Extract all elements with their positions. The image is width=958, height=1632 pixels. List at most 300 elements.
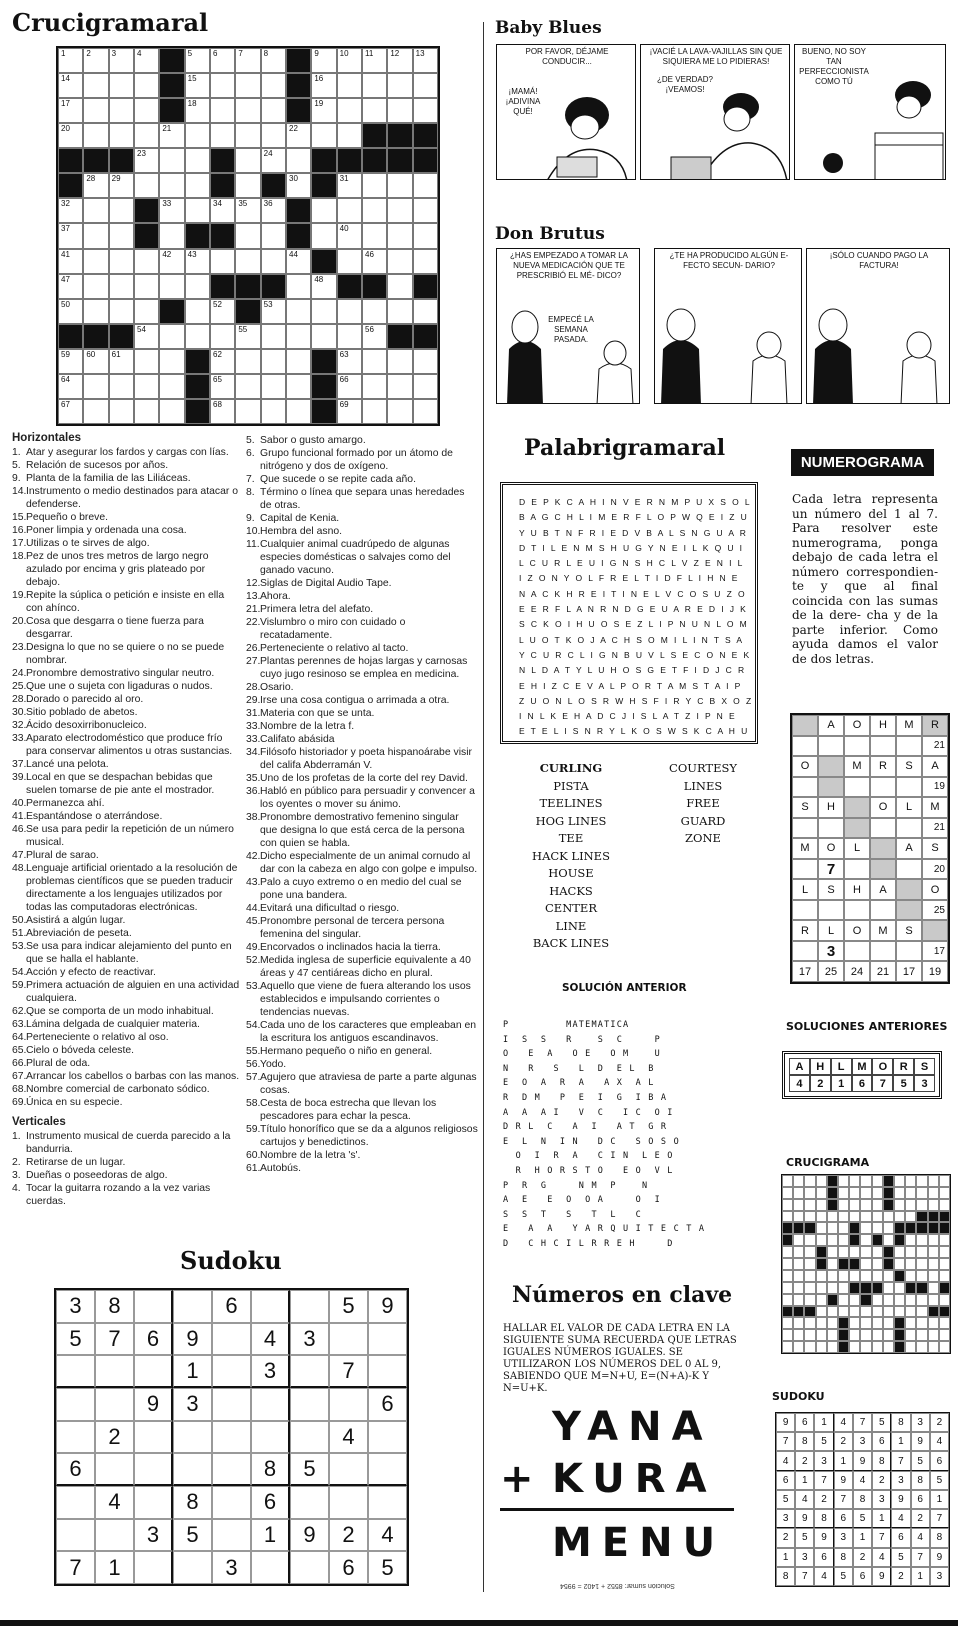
numerograma-cell[interactable]: L [896, 797, 922, 818]
crossword-cell[interactable] [210, 123, 235, 148]
sudoku-cell[interactable]: 8 [173, 1486, 212, 1519]
numerograma-cell[interactable] [844, 777, 870, 798]
crossword-cell[interactable] [286, 399, 311, 424]
crossword-cell[interactable] [413, 48, 438, 73]
crossword-cell[interactable] [337, 324, 362, 349]
crossword-cell[interactable] [58, 98, 83, 123]
crossword-cell[interactable] [286, 374, 311, 399]
crossword-cell[interactable] [210, 349, 235, 374]
numerograma-cell[interactable]: 17 [922, 941, 948, 962]
numerograma-cell[interactable] [870, 900, 896, 921]
numerograma-cell[interactable]: H [818, 797, 844, 818]
sudoku-cell[interactable]: 6 [368, 1388, 407, 1421]
crossword-cell[interactable] [337, 198, 362, 223]
crossword-cell[interactable] [261, 349, 286, 374]
crossword-cell[interactable] [159, 324, 184, 349]
crossword-cell[interactable] [210, 299, 235, 324]
crossword-cell[interactable] [134, 299, 159, 324]
numerograma-cell[interactable] [896, 859, 922, 880]
sudoku-cell[interactable]: 3 [251, 1355, 290, 1388]
numerograma-cell[interactable]: 21 [922, 736, 948, 757]
numerograma-cell[interactable] [818, 900, 844, 921]
crossword-cell[interactable] [58, 374, 83, 399]
sudoku-cell[interactable]: 1 [95, 1551, 134, 1584]
crossword-cell[interactable] [185, 299, 210, 324]
crossword-cell[interactable] [109, 274, 134, 299]
crossword-cell[interactable] [185, 324, 210, 349]
crossword-cell[interactable] [109, 73, 134, 98]
crossword-cell[interactable] [235, 123, 260, 148]
sudoku-cell[interactable]: 6 [56, 1453, 95, 1486]
numerograma-cell[interactable]: A [818, 715, 844, 736]
numerograma-cell[interactable]: M [896, 715, 922, 736]
numerograma-cell[interactable]: A [870, 879, 896, 900]
crossword-cell[interactable] [362, 48, 387, 73]
crossword-cell[interactable] [83, 374, 108, 399]
crossword-cell[interactable] [210, 48, 235, 73]
sudoku-cell[interactable] [329, 1388, 368, 1421]
crossword-cell[interactable] [109, 299, 134, 324]
crossword-cell[interactable] [261, 399, 286, 424]
sudoku-cell[interactable]: 9 [134, 1388, 173, 1421]
crossword-cell[interactable] [83, 223, 108, 248]
numerograma-cell[interactable] [922, 920, 948, 941]
crossword-cell[interactable] [413, 98, 438, 123]
sudoku-cell[interactable] [251, 1421, 290, 1454]
crossword-cell[interactable] [159, 249, 184, 274]
crossword-cell[interactable] [58, 223, 83, 248]
crossword-cell[interactable] [185, 274, 210, 299]
crossword-cell[interactable] [261, 374, 286, 399]
crossword-cell[interactable] [235, 173, 260, 198]
numerograma-cell[interactable]: L [844, 838, 870, 859]
numerograma-cell[interactable]: 7 [818, 859, 844, 880]
crossword-cell[interactable] [261, 324, 286, 349]
numerograma-cell[interactable]: M [922, 797, 948, 818]
crossword-cell[interactable] [134, 249, 159, 274]
sudoku-cell[interactable]: 5 [173, 1519, 212, 1552]
crossword-cell[interactable] [387, 299, 412, 324]
numerograma-cell[interactable]: R [792, 920, 818, 941]
crossword-cell[interactable] [413, 223, 438, 248]
sudoku-cell[interactable]: 3 [173, 1388, 212, 1421]
crossword-cell[interactable] [58, 274, 83, 299]
sudoku-cell[interactable]: 5 [56, 1323, 95, 1356]
crossword-cell[interactable] [134, 349, 159, 374]
sudoku-cell[interactable] [134, 1486, 173, 1519]
sudoku-cell[interactable] [173, 1551, 212, 1584]
sudoku-cell[interactable]: 5 [368, 1551, 407, 1584]
numerograma-cell[interactable] [792, 777, 818, 798]
numerograma-cell[interactable] [870, 777, 896, 798]
numerograma-cell[interactable] [870, 838, 896, 859]
crossword-cell[interactable] [58, 249, 83, 274]
crossword-cell[interactable] [362, 223, 387, 248]
crossword-cell[interactable] [185, 198, 210, 223]
crossword-cell[interactable] [413, 198, 438, 223]
sudoku-cell[interactable] [368, 1323, 407, 1356]
crossword-cell[interactable] [362, 299, 387, 324]
crossword-cell[interactable] [261, 148, 286, 173]
crossword-cell[interactable] [134, 73, 159, 98]
crossword-cell[interactable] [387, 274, 412, 299]
crossword-cell[interactable] [235, 98, 260, 123]
crossword-cell[interactable] [235, 249, 260, 274]
sudoku-cell[interactable]: 5 [290, 1453, 329, 1486]
sudoku-cell[interactable]: 1 [173, 1355, 212, 1388]
crossword-cell[interactable] [286, 324, 311, 349]
numerograma-cell[interactable] [792, 715, 818, 736]
crossword-cell[interactable] [109, 173, 134, 198]
sudoku-cell[interactable] [134, 1551, 173, 1584]
sudoku-cell[interactable]: 4 [368, 1519, 407, 1552]
crossword-cell[interactable] [159, 349, 184, 374]
word-search-grid[interactable] [500, 482, 758, 744]
crossword-cell[interactable] [109, 349, 134, 374]
numerograma-cell[interactable]: 3 [818, 941, 844, 962]
numerograma-cell[interactable]: M [844, 756, 870, 777]
numerograma-cell[interactable] [818, 756, 844, 777]
numerograma-cell[interactable]: 17 [792, 961, 818, 982]
sudoku-cell[interactable]: 4 [95, 1486, 134, 1519]
numerograma-cell[interactable] [844, 818, 870, 839]
crossword-cell[interactable] [134, 48, 159, 73]
crossword-cell[interactable] [362, 173, 387, 198]
crossword-cell[interactable] [362, 324, 387, 349]
sudoku-cell[interactable]: 8 [95, 1290, 134, 1323]
crossword-cell[interactable] [109, 374, 134, 399]
crossword-cell[interactable] [134, 148, 159, 173]
sudoku-cell[interactable]: 7 [56, 1551, 95, 1584]
sudoku-cell[interactable] [95, 1453, 134, 1486]
crossword-cell[interactable] [134, 274, 159, 299]
sudoku-cell[interactable]: 4 [329, 1421, 368, 1454]
crossword-cell[interactable] [261, 249, 286, 274]
crossword-cell[interactable] [337, 173, 362, 198]
crossword-cell[interactable] [83, 198, 108, 223]
numerograma-cell[interactable]: 17 [896, 961, 922, 982]
sudoku-cell[interactable] [173, 1453, 212, 1486]
numerograma-cell[interactable] [896, 777, 922, 798]
numerograma-cell[interactable]: A [896, 838, 922, 859]
crossword-cell[interactable] [413, 374, 438, 399]
crossword-cell[interactable] [159, 274, 184, 299]
crossword-cell[interactable] [387, 223, 412, 248]
crossword-cell[interactable] [362, 399, 387, 424]
crossword-cell[interactable] [134, 123, 159, 148]
numerograma-cell[interactable]: H [870, 715, 896, 736]
sudoku-cell[interactable] [56, 1421, 95, 1454]
crossword-cell[interactable] [362, 374, 387, 399]
sudoku-cell[interactable] [329, 1486, 368, 1519]
crossword-cell[interactable] [134, 98, 159, 123]
crossword-cell[interactable] [337, 399, 362, 424]
crossword-cell[interactable] [83, 123, 108, 148]
sudoku-cell[interactable] [290, 1551, 329, 1584]
crossword-cell[interactable] [83, 98, 108, 123]
crossword-cell[interactable] [362, 349, 387, 374]
crossword-cell[interactable] [58, 198, 83, 223]
crossword-cell[interactable] [337, 349, 362, 374]
crossword-cell[interactable] [311, 123, 336, 148]
crossword-cell[interactable] [235, 73, 260, 98]
crossword-cell[interactable] [109, 198, 134, 223]
sudoku-cell[interactable]: 8 [251, 1453, 290, 1486]
crossword-cell[interactable] [235, 198, 260, 223]
crossword-cell[interactable] [387, 73, 412, 98]
numerograma-cell[interactable]: O [792, 756, 818, 777]
crossword-cell[interactable] [387, 249, 412, 274]
crossword-cell[interactable] [387, 399, 412, 424]
crossword-cell[interactable] [387, 48, 412, 73]
sudoku-cell[interactable]: 9 [290, 1519, 329, 1552]
sudoku-cell[interactable] [56, 1486, 95, 1519]
sudoku-cell[interactable] [251, 1290, 290, 1323]
numerograma-grid[interactable] [790, 713, 950, 984]
crossword-cell[interactable] [185, 148, 210, 173]
sudoku-cell[interactable] [212, 1355, 251, 1388]
sudoku-cell[interactable]: 3 [56, 1290, 95, 1323]
numerograma-cell[interactable] [792, 900, 818, 921]
numerograma-cell[interactable]: S [896, 920, 922, 941]
crossword-cell[interactable] [337, 374, 362, 399]
crossword-cell[interactable] [210, 198, 235, 223]
crossword-cell[interactable] [362, 198, 387, 223]
crossword-cell[interactable] [261, 198, 286, 223]
sudoku-cell[interactable] [290, 1486, 329, 1519]
crossword-cell[interactable] [210, 324, 235, 349]
sudoku-cell[interactable] [212, 1519, 251, 1552]
crossword-cell[interactable] [337, 98, 362, 123]
numerograma-cell[interactable]: O [870, 797, 896, 818]
crossword-cell[interactable] [261, 48, 286, 73]
crossword-cell[interactable] [337, 299, 362, 324]
sudoku-cell[interactable]: 3 [134, 1519, 173, 1552]
crossword-cell[interactable] [387, 374, 412, 399]
crossword-cell[interactable] [337, 249, 362, 274]
numerograma-cell[interactable]: 25 [818, 961, 844, 982]
numerograma-cell[interactable] [792, 859, 818, 880]
crossword-grid[interactable] [56, 46, 440, 426]
crossword-cell[interactable] [210, 374, 235, 399]
sudoku-cell[interactable] [173, 1421, 212, 1454]
sudoku-cell[interactable]: 7 [95, 1323, 134, 1356]
sudoku-cell[interactable] [368, 1453, 407, 1486]
crossword-cell[interactable] [210, 73, 235, 98]
sudoku-cell[interactable] [212, 1486, 251, 1519]
sudoku-cell[interactable]: 3 [290, 1323, 329, 1356]
numerograma-cell[interactable] [844, 859, 870, 880]
sudoku-cell[interactable]: 2 [329, 1519, 368, 1552]
numerograma-cell[interactable]: M [870, 920, 896, 941]
numerograma-cell[interactable]: R [922, 715, 948, 736]
crossword-cell[interactable] [159, 123, 184, 148]
crossword-cell[interactable] [210, 98, 235, 123]
crossword-cell[interactable] [134, 399, 159, 424]
crossword-cell[interactable] [159, 198, 184, 223]
crossword-cell[interactable] [159, 399, 184, 424]
sudoku-cell[interactable] [290, 1290, 329, 1323]
numerograma-cell[interactable] [844, 900, 870, 921]
numerograma-cell[interactable]: S [792, 797, 818, 818]
crossword-cell[interactable] [58, 73, 83, 98]
sudoku-cell[interactable]: 9 [368, 1290, 407, 1323]
crossword-cell[interactable] [286, 173, 311, 198]
crossword-cell[interactable] [159, 223, 184, 248]
crossword-cell[interactable] [83, 73, 108, 98]
crossword-cell[interactable] [413, 173, 438, 198]
crossword-cell[interactable] [286, 148, 311, 173]
crossword-cell[interactable] [58, 299, 83, 324]
numerograma-cell[interactable]: 21 [922, 818, 948, 839]
sudoku-cell[interactable] [56, 1519, 95, 1552]
sudoku-cell[interactable] [95, 1388, 134, 1421]
numerograma-cell[interactable] [896, 879, 922, 900]
numerograma-cell[interactable] [896, 900, 922, 921]
crossword-cell[interactable] [235, 48, 260, 73]
sudoku-cell[interactable]: 1 [251, 1519, 290, 1552]
crossword-cell[interactable] [261, 123, 286, 148]
crossword-cell[interactable] [235, 374, 260, 399]
sudoku-cell[interactable] [212, 1323, 251, 1356]
sudoku-cell[interactable]: 6 [134, 1323, 173, 1356]
sudoku-cell[interactable] [134, 1355, 173, 1388]
crossword-cell[interactable] [362, 249, 387, 274]
crossword-cell[interactable] [387, 173, 412, 198]
sudoku-cell[interactable] [134, 1453, 173, 1486]
sudoku-cell[interactable] [56, 1355, 95, 1388]
sudoku-cell[interactable] [251, 1388, 290, 1421]
numerograma-cell[interactable] [792, 736, 818, 757]
crossword-cell[interactable] [311, 274, 336, 299]
crossword-cell[interactable] [83, 48, 108, 73]
sudoku-cell[interactable] [212, 1388, 251, 1421]
numerograma-cell[interactable]: O [844, 920, 870, 941]
crossword-cell[interactable] [134, 173, 159, 198]
crossword-cell[interactable] [362, 73, 387, 98]
crossword-cell[interactable] [235, 349, 260, 374]
sudoku-cell[interactable]: 6 [251, 1486, 290, 1519]
numerograma-cell[interactable]: O [844, 715, 870, 736]
crossword-cell[interactable] [185, 73, 210, 98]
sudoku-cell[interactable] [329, 1323, 368, 1356]
crossword-cell[interactable] [109, 98, 134, 123]
numerograma-cell[interactable]: 21 [870, 961, 896, 982]
sudoku-cell[interactable]: 9 [173, 1323, 212, 1356]
crossword-cell[interactable] [83, 299, 108, 324]
sudoku-cell[interactable] [212, 1421, 251, 1454]
numerograma-cell[interactable] [870, 818, 896, 839]
crossword-cell[interactable] [337, 123, 362, 148]
crossword-cell[interactable] [83, 274, 108, 299]
crossword-cell[interactable] [387, 349, 412, 374]
numerograma-cell[interactable]: H [844, 879, 870, 900]
numerograma-cell[interactable]: 19 [922, 777, 948, 798]
crossword-cell[interactable] [413, 249, 438, 274]
crossword-cell[interactable] [311, 324, 336, 349]
crossword-cell[interactable] [387, 98, 412, 123]
numerograma-cell[interactable]: 24 [844, 961, 870, 982]
crossword-cell[interactable] [235, 223, 260, 248]
numerograma-cell[interactable]: 25 [922, 900, 948, 921]
numerograma-cell[interactable] [818, 818, 844, 839]
sudoku-cell[interactable] [95, 1355, 134, 1388]
crossword-cell[interactable] [261, 98, 286, 123]
numerograma-cell[interactable] [844, 736, 870, 757]
numerograma-cell[interactable]: A [922, 756, 948, 777]
sudoku-cell[interactable] [173, 1290, 212, 1323]
crossword-cell[interactable] [109, 123, 134, 148]
sudoku-cell[interactable] [329, 1453, 368, 1486]
crossword-cell[interactable] [159, 374, 184, 399]
crossword-cell[interactable] [134, 374, 159, 399]
crossword-cell[interactable] [109, 48, 134, 73]
crossword-cell[interactable] [58, 48, 83, 73]
numerograma-cell[interactable] [844, 797, 870, 818]
crossword-cell[interactable] [83, 399, 108, 424]
sudoku-cell[interactable] [251, 1551, 290, 1584]
crossword-cell[interactable] [185, 98, 210, 123]
crossword-cell[interactable] [311, 299, 336, 324]
crossword-cell[interactable] [210, 399, 235, 424]
sudoku-cell[interactable] [368, 1486, 407, 1519]
numerograma-cell[interactable]: M [792, 838, 818, 859]
sudoku-cell[interactable]: 2 [95, 1421, 134, 1454]
crossword-cell[interactable] [286, 299, 311, 324]
sudoku-cell[interactable]: 3 [212, 1551, 251, 1584]
crossword-cell[interactable] [311, 223, 336, 248]
crossword-cell[interactable] [311, 48, 336, 73]
crossword-cell[interactable] [286, 349, 311, 374]
sudoku-cell[interactable]: 7 [329, 1355, 368, 1388]
crossword-cell[interactable] [185, 249, 210, 274]
crossword-cell[interactable] [235, 399, 260, 424]
numerograma-cell[interactable] [792, 818, 818, 839]
sudoku-grid[interactable] [54, 1288, 409, 1586]
numerograma-cell[interactable] [870, 859, 896, 880]
numerograma-cell[interactable] [870, 736, 896, 757]
crossword-cell[interactable] [413, 73, 438, 98]
numerograma-cell[interactable]: 19 [922, 961, 948, 982]
crossword-cell[interactable] [58, 123, 83, 148]
crossword-cell[interactable] [261, 299, 286, 324]
crossword-cell[interactable] [83, 173, 108, 198]
crossword-cell[interactable] [83, 249, 108, 274]
numerograma-cell[interactable]: S [922, 838, 948, 859]
crossword-cell[interactable] [109, 399, 134, 424]
crossword-cell[interactable] [235, 148, 260, 173]
numerograma-cell[interactable] [896, 941, 922, 962]
sudoku-cell[interactable] [290, 1388, 329, 1421]
crossword-cell[interactable] [413, 299, 438, 324]
numerograma-cell[interactable]: O [818, 838, 844, 859]
numerograma-cell[interactable] [818, 736, 844, 757]
crossword-cell[interactable] [109, 249, 134, 274]
crossword-cell[interactable] [159, 148, 184, 173]
sudoku-cell[interactable] [368, 1355, 407, 1388]
sudoku-cell[interactable] [134, 1421, 173, 1454]
sudoku-cell[interactable] [134, 1290, 173, 1323]
crossword-cell[interactable] [362, 98, 387, 123]
numerograma-cell[interactable]: R [870, 756, 896, 777]
sudoku-cell[interactable]: 4 [251, 1323, 290, 1356]
numerograma-cell[interactable]: L [818, 920, 844, 941]
crossword-cell[interactable] [261, 73, 286, 98]
crossword-cell[interactable] [134, 324, 159, 349]
crossword-cell[interactable] [337, 48, 362, 73]
sudoku-cell[interactable] [290, 1355, 329, 1388]
numerograma-cell[interactable]: O [922, 879, 948, 900]
